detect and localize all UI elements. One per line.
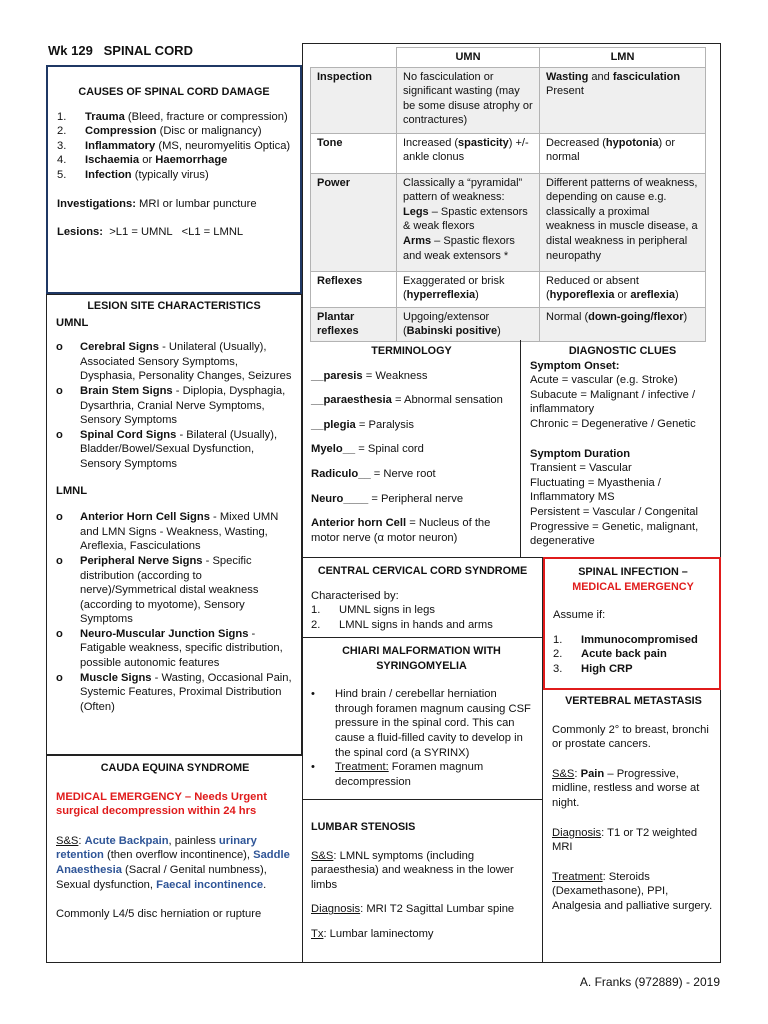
term-item: __paraesthesia = Abnormal sensation: [311, 394, 503, 407]
term-item: __paresis = Weakness: [311, 369, 428, 382]
onset-line: Subacute = Malignant / infective / inflammatory: [530, 388, 696, 416]
causes-box: [46, 65, 302, 294]
chiari-heading: CHIARI MALFORMATION WITH SYRINGOMYELIA: [342, 645, 501, 672]
causes-heading: CAUSES OF SPINAL CORD DAMAGE: [78, 86, 270, 98]
cauda-common: Commonly L4/5 disc herniation or rupture: [56, 908, 262, 921]
chiari-list: [311, 687, 532, 789]
lesions: Lesions: >L1 = UMNL <L1 = LMNL: [57, 226, 244, 239]
footer-author: A. Franks (972889) - 2019: [579, 975, 720, 989]
central-cord-intro: Characterised by:: [311, 589, 399, 602]
cauda-box: [46, 755, 303, 963]
duration-line: Transient = Vascular: [530, 462, 632, 475]
lmnl-list: [56, 510, 292, 714]
cauda-ss: S&S: Acute Backpain, painless urinary retention (then overflow incontinence), Saddle Anaesthesia (Sacral / Genital numbness), Sexual dysfunction, Faecal incontinence.: [56, 834, 290, 891]
table-header-row: [311, 48, 706, 68]
central-cord-heading: CENTRAL CERVICAL CORD SYNDROME: [317, 565, 528, 577]
spinal-infection-emergency: MEDICAL EMERGENCY: [572, 580, 694, 593]
vertebral-intro: Commonly 2° to breast, bronchi or prostate cancers.: [552, 723, 709, 751]
umn-lmn-table: [310, 47, 706, 342]
list-item: o Anterior Horn Cell Signs - Mixed UMN and LMN Signs - Weakness, Wasting, Areflexia, Fasciculations: [56, 511, 279, 553]
col-umn: UMN: [397, 48, 540, 68]
causes-list: [57, 110, 291, 183]
investigations: Investigations: MRI or lumbar puncture: [57, 197, 257, 210]
term-item: __plegia = Paralysis: [311, 418, 414, 431]
terminology-box: [302, 340, 521, 558]
lumbar-heading: LUMBAR STENOSIS: [311, 821, 416, 833]
lesion-heading: LESION SITE CHARACTERISTICS: [87, 300, 261, 312]
term-item: Anterior horn Cell = Nucleus of the motor nerve (α motor neuron): [311, 517, 491, 544]
onset-line: Acute = vascular (e.g. Stroke): [530, 374, 678, 387]
table-row: Power Classically a “pyramidal” pattern of weakness: Legs – Spastic extensors & weak flexors Arms – Spastic flexors and weak extensors * Different patterns of weakness, depending on cause e.g. classically a proximal weakness in muscle disease, a distal weakness in peripheral neuropathy: [311, 173, 706, 271]
list-item: • Treatment: Foramen magnum decompression: [311, 761, 484, 788]
list-item: 5. Infection (typically virus): [57, 168, 209, 181]
onset-label: Symptom Onset:: [530, 359, 620, 372]
duration-label: Symptom Duration: [530, 447, 631, 460]
assume-label: Assume if:: [553, 609, 606, 622]
list-item: • Hind brain / cerebellar herniation through foramen magnum causing CSF pressure in the spinal cord. This can cause a fluid-filled cavity to develop in the spinal cord (a SYRINX): [311, 688, 531, 759]
list-item: o Peripheral Nerve Signs - Specific distribution (according to nerve)/Symmetrical distal weakness (according to myotome), Sensory Symptoms: [56, 554, 259, 626]
list-item: 2. Compression (Disc or malignancy): [57, 125, 262, 138]
cauda-emergency: MEDICAL EMERGENCY – Needs Urgent surgical decompression within 24 hrs: [56, 790, 267, 818]
vertebral-ss: S&S: Pain – Progressive, midline, restless and worse at night.: [552, 767, 700, 809]
table-row: Inspection No fasciculation or significant wasting (may be some disuse atrophy or contractures) Wasting and fasciculation Present: [311, 67, 706, 133]
vertebral-treatment: Treatment: Steroids (Dexamethasone), PPI, Analgesia and palliative surgery.: [552, 870, 713, 912]
lmnl-label: LMNL: [56, 484, 88, 497]
table-row: Reflexes Exaggerated or brisk (hyperreflexia) Reduced or absent (hyporeflexia or areflexia): [311, 271, 706, 307]
onset-line: Chronic = Degenerative / Genetic: [530, 417, 696, 430]
infection-list: [553, 633, 713, 677]
list-item: 4. Ischaemia or Haemorrhage: [57, 154, 228, 167]
term-item: Neuro____ = Peripheral nerve: [311, 492, 464, 505]
duration-line: Progressive = Genetic, malignant, degenerative: [530, 520, 699, 548]
duration-line: Fluctuating = Myasthenia / Inflammatory MS: [530, 476, 661, 504]
list-item: o Cerebral Signs - Unilateral (Usually), Associated Sensory Symptoms, Dysphasia, Personality Changes, Seizures: [56, 341, 292, 383]
list-item: 1. Immunocompromised: [553, 633, 698, 646]
lumbar-box: [302, 800, 543, 963]
chiari-box: [302, 638, 543, 800]
list-item: o Brain Stem Signs - Diplopia, Dysphagia, Dysarthria, Cranial Nerve Symptoms, Sensory Symptoms: [56, 384, 286, 427]
umnl-label: UMNL: [56, 316, 89, 329]
list-item: 2. Acute back pain: [553, 648, 667, 661]
central-cord-box: [302, 558, 543, 638]
diagnostic-box: [521, 340, 721, 558]
table-row: Plantar reflexes Upgoing/extensor (Babinski positive) Normal (down-going/flexor): [311, 307, 706, 341]
term-item: Radiculo__ = Nerve root: [311, 467, 436, 480]
umnl-list: [56, 340, 292, 471]
list-item: o Muscle Signs - Wasting, Occasional Pain, Systemic Features, Proximal Distribution (Often): [56, 671, 292, 713]
vertebral-heading: VERTEBRAL METASTASIS: [565, 695, 702, 707]
list-item: 1. Trauma (Bleed, fracture or compression): [57, 110, 288, 123]
cauda-heading: CAUDA EQUINA SYNDROME: [100, 762, 250, 774]
lumbar-ss: S&S: LMNL symptoms (including paraesthesia) and weakness in the lower limbs: [311, 849, 514, 891]
col-lmn: LMN: [540, 48, 706, 68]
diagnostic-heading: DIAGNOSTIC CLUES: [568, 345, 677, 357]
term-item: Myelo__ = Spinal cord: [311, 443, 424, 456]
vertebral-diagnosis: Diagnosis: T1 or T2 weighted MRI: [552, 826, 698, 854]
list-item: o Spinal Cord Signs - Bilateral (Usually), Bladder/Bowel/Sexual Dysfunction, Sensory Symptoms: [56, 428, 278, 470]
list-item: 3. Inflammatory (MS, neuromyelitis Optica): [57, 139, 291, 152]
lesion-site-box: [46, 294, 302, 755]
spinal-infection-heading: SPINAL INFECTION –: [578, 566, 688, 578]
list-item: o Neuro-Muscular Junction Signs - Fatigable weakness, specific distribution, possible autonomic features: [56, 627, 283, 670]
vertebral-box: [543, 690, 721, 963]
table-row: Tone Increased (spasticity) +/- ankle clonus Decreased (hypotonia) or normal: [311, 133, 706, 173]
central-cord-list: [311, 603, 534, 632]
lumbar-treatment: Tx: Lumbar laminectomy: [311, 927, 434, 940]
duration-line: Persistent = Vascular / Congenital: [530, 505, 699, 518]
list-item: 3. High CRP: [553, 662, 633, 675]
list-item: 1. UMNL signs in legs: [311, 604, 435, 617]
terminology-heading: TERMINOLOGY: [371, 345, 452, 357]
page-title: Wk 129 SPINAL CORD: [48, 43, 193, 58]
spinal-infection-box: [543, 557, 721, 690]
lumbar-diagnosis: Diagnosis: MRI T2 Sagittal Lumbar spine: [311, 903, 515, 916]
list-item: 2. LMNL signs in hands and arms: [311, 618, 493, 631]
